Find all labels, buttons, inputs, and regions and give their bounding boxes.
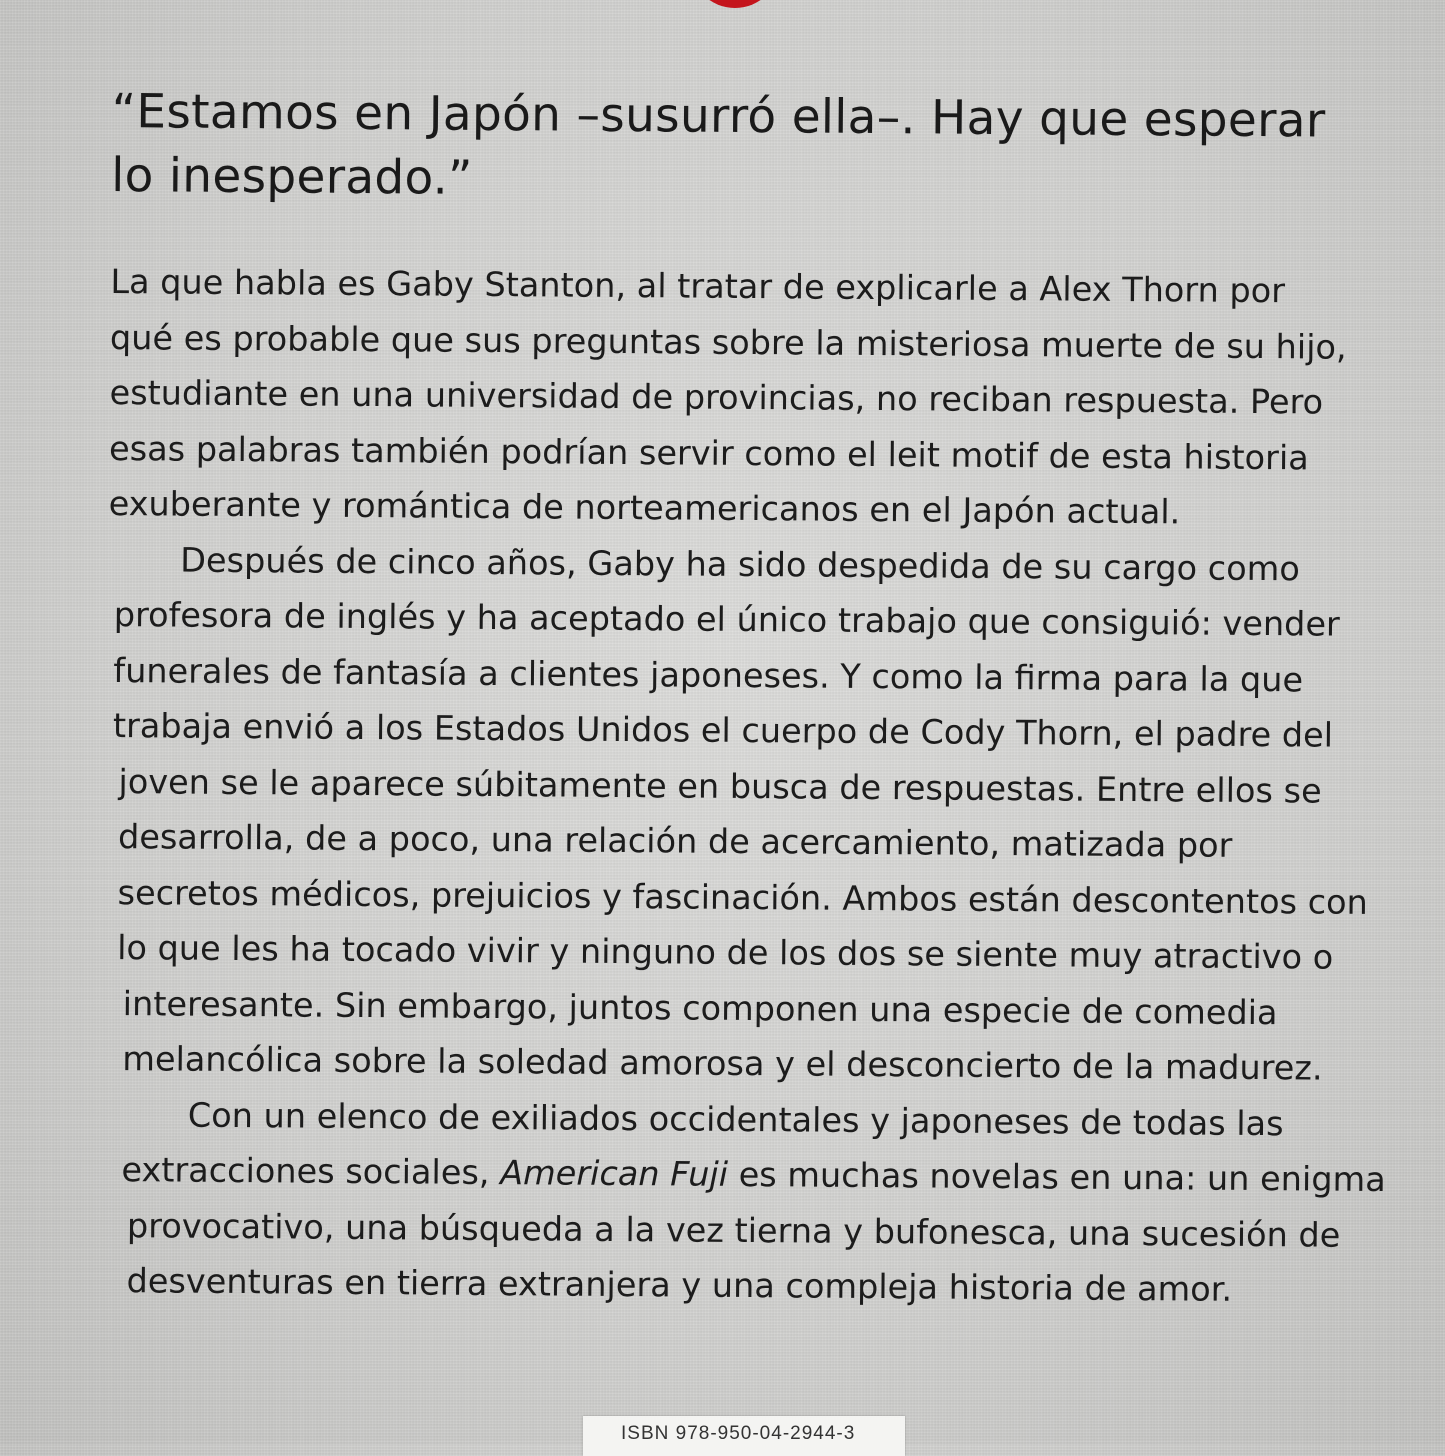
back-cover-text: [102, 80, 1386, 1318]
synopsis-line: La que habla es Gaby Stanton, al tratar de explicarle a Alex Thorn por: [110, 261, 1286, 311]
synopsis-line: provocativo, una búsqueda a la vez tierna y bufonesca, una sucesión de: [126, 1205, 1341, 1255]
synopsis-line: esas palabras también podrían servir como el leit motif de esta historia: [108, 428, 1309, 477]
synopsis-line: funerales de fantasía a clientes japoneses. Y como la firma para la que: [113, 650, 1304, 699]
quote-line-1: “Estamos en Japón –susurró ella–. Hay que esperar: [111, 83, 1326, 149]
synopsis-line: estudiante en una universidad de provincias, no reciban respuesta. Pero: [109, 372, 1324, 422]
isbn-sticker: [583, 1416, 905, 1456]
quote-line-2: lo inesperado.”: [111, 147, 473, 206]
synopsis-line: profesora de inglés y ha aceptado el único trabajo que consiguió: vender: [113, 595, 1340, 644]
synopsis-line: interesante. Sin embargo, juntos componen una especie de comedia: [122, 983, 1278, 1032]
synopsis-line: desventuras en tierra extranjera y una compleja historia de amor.: [126, 1261, 1233, 1309]
synopsis-line: Después de cinco años, Gaby ha sido despedida de su cargo como: [180, 540, 1300, 588]
synopsis-line: desarrolla, de a poco, una relación de acercamiento, matizada por: [117, 817, 1233, 865]
synopsis-line: Con un elenco de exiliados occidentales y japoneses de todas las: [187, 1095, 1284, 1143]
book-title: American Fuji: [500, 1153, 729, 1194]
synopsis-line-with-title: [121, 1142, 1386, 1207]
synopsis-line: exuberante y romántica de norteamericanos en el Japón actual.: [108, 483, 1181, 532]
opening-quote: [111, 80, 1362, 218]
red-logo-shape: [690, 0, 780, 8]
line-end: es muchas novelas en una: un enigma: [738, 1154, 1386, 1200]
line-start: extracciones sociales,: [121, 1150, 490, 1192]
synopsis-line: melancólica sobre la soledad amorosa y el desconcierto de la madurez.: [122, 1039, 1323, 1088]
synopsis-line: joven se le aparece súbitamente en busca de respuestas. Entre ellos se: [118, 761, 1322, 811]
synopsis-line: qué es probable que sus preguntas sobre la misteriosa muerte de su hijo,: [109, 317, 1347, 367]
synopsis-line: lo que les ha tocado vivir y ninguno de los dos se siente muy atractivo o: [117, 928, 1334, 977]
isbn-number: ISBN 978-950-04-2944-3: [621, 1423, 856, 1444]
synopsis-line: trabaja envió a los Estados Unidos el cuerpo de Cody Thorn, el padre del: [112, 706, 1334, 755]
synopsis-line: secretos médicos, prejuicios y fascinación. Ambos están descontentos con: [117, 872, 1369, 922]
synopsis: [102, 254, 1386, 1318]
